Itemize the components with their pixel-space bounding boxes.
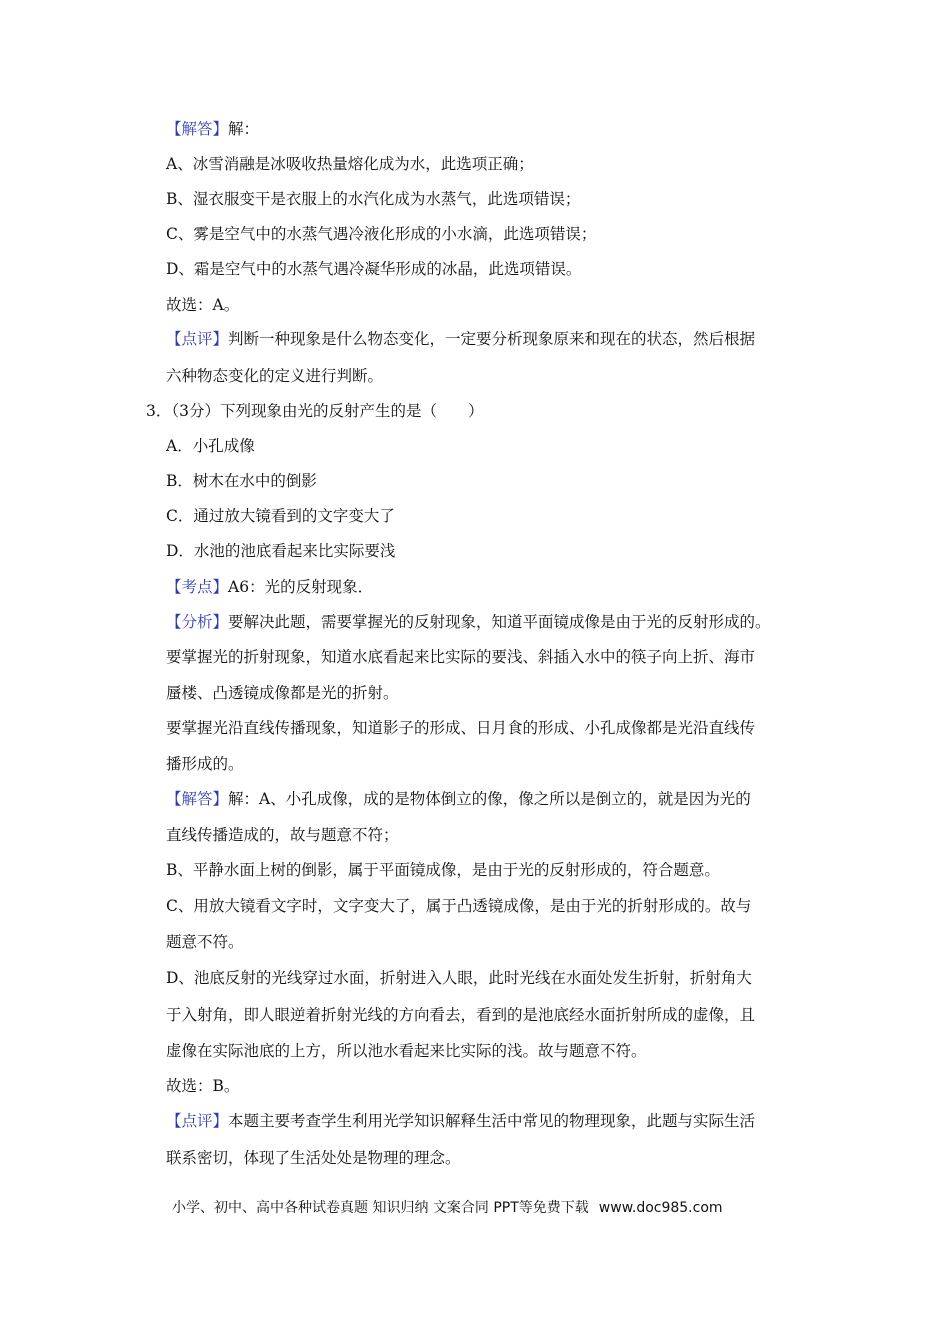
- footer-link[interactable]: www.doc985.com: [598, 1200, 723, 1216]
- answer-tag: 【解答】: [166, 120, 229, 138]
- q2-comment-line1: [166, 329, 755, 349]
- q3-answer-line6: D、池底反射的光线穿过水面，折射进入人眼，此时光线在水面处发生折射，折射角大: [166, 969, 752, 987]
- footer-text: 小学、初中、高中各种试卷真题 知识归纳 文案合同 PPT等免费下载: [172, 1200, 589, 1216]
- q3-point: [166, 577, 373, 597]
- q3-answer-line4: C、用放大镜看文字时，文字变大了，属于凸透镜成像，是由于光的折射形成的。故与: [166, 897, 752, 915]
- page-footer: [172, 1197, 723, 1217]
- q3-option-b: B．树木在水中的倒影: [166, 472, 317, 490]
- q3-analysis-line3: 蜃楼、凸透镜成像都是光的折射。: [166, 684, 399, 702]
- q3-option-c: C．通过放大镜看到的文字变大了: [166, 507, 395, 525]
- q3-comment-line2: 联系密切，体现了生活处处是物理的理念。: [166, 1149, 461, 1167]
- q3-stem: 3．（3分）下列现象由光的反射产生的是（ ）: [146, 402, 484, 420]
- comment-text: 本题主要考查学生利用光学知识解释生活中常见的物理现象，此题与实际生活: [228, 1112, 756, 1130]
- point-tag: 【考点】: [166, 578, 229, 596]
- q2-answer-header: [166, 119, 259, 139]
- answer-tag: 【解答】: [166, 790, 229, 808]
- q2-comment-line2: 六种物态变化的定义进行判断。: [166, 367, 384, 385]
- q3-answer-line2: 直线传播造成的，故与题意不符；: [166, 826, 399, 844]
- q3-answer-choice: 故选：B。: [166, 1077, 240, 1095]
- point-text: A6：光的反射现象．: [228, 578, 374, 596]
- comment-text: 判断一种现象是什么物态变化，一定要分析现象原来和现在的状态，然后根据: [228, 330, 756, 348]
- analysis-tag: 【分析】: [166, 613, 229, 631]
- comment-tag: 【点评】: [166, 330, 229, 348]
- q3-option-d: D．水池的池底看起来比实际要浅: [166, 542, 396, 560]
- q3-answer-line8: 虚像在实际池底的上方，所以池水看起来比实际的浅。故与题意不符。: [166, 1042, 647, 1060]
- q3-analysis-line5: 播形成的。: [166, 755, 244, 773]
- q3-answer-line5: 题意不符。: [166, 933, 244, 951]
- q3-analysis-line4: 要掌握光沿直线传播现象，知道影子的形成、日月食的形成、小孔成像都是光沿直线传: [166, 719, 756, 737]
- q2-answer-c: C、雾是空气中的水蒸气遇冷液化形成的小水滴，此选项错误；: [166, 225, 597, 243]
- q2-answer-b: B、湿衣服变干是衣服上的水汽化成为水蒸气，此选项错误；: [166, 190, 581, 208]
- comment-tag: 【点评】: [166, 1112, 229, 1130]
- analysis-text: 要解决此题，需要掌握光的反射现象，知道平面镜成像是由于光的反射形成的。: [228, 613, 771, 631]
- answer-text: 解：A、小孔成像，成的是物体倒立的像，像之所以是倒立的，就是因为光的: [228, 790, 751, 808]
- q2-answer-choice: 故选：A。: [166, 296, 240, 314]
- q3-analysis-line1: [166, 612, 771, 632]
- q3-option-a: A．小孔成像: [166, 437, 255, 455]
- q3-answer-line1: [166, 789, 751, 809]
- q3-answer-line7: 于入射角，即人眼逆着折射光线的方向看去，看到的是池底经水面折射所成的虚像，且: [166, 1006, 756, 1024]
- q2-answer-a: A、冰雪消融是冰吸收热量熔化成为水，此选项正确；: [166, 155, 534, 173]
- q3-comment-line1: [166, 1111, 755, 1131]
- q3-answer-line3: B、平静水面上树的倒影，属于平面镜成像，是由于光的反射形成的，符合题意。: [166, 861, 720, 879]
- q3-analysis-line2: 要掌握光的折射现象，知道水底看起来比实际的要浅、斜插入水中的筷子向上折、海市: [166, 648, 756, 666]
- q2-answer-d: D、霜是空气中的水蒸气遇冷凝华形成的冰晶，此选项错误。: [166, 260, 582, 278]
- answer-intro: 解：: [228, 120, 260, 138]
